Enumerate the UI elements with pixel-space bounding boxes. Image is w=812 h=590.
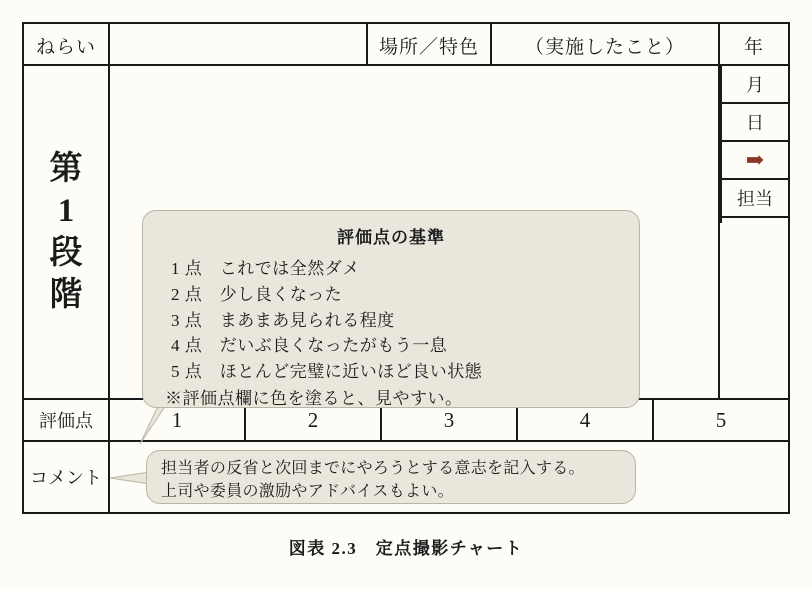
- header-cell-blank: [110, 24, 368, 66]
- figure-caption: 図表 2.3 定点撮影チャート: [288, 539, 524, 558]
- header-label-done: （実施したこと）: [524, 36, 685, 58]
- header-cell-aim: [24, 24, 110, 66]
- header-row: [24, 24, 788, 66]
- comment-label-text: コメント: [30, 468, 102, 488]
- criteria-item-1: 1 点 これでは全然ダメ: [171, 259, 360, 278]
- header-label-year: 年: [743, 36, 764, 58]
- right-label-arrow: ➡: [745, 147, 765, 172]
- score-value-2: 2: [307, 407, 319, 432]
- header-cell-place: [368, 24, 492, 66]
- criteria-item-3: 3 点 まあまあ見られる程度: [171, 310, 395, 330]
- arrow-right-icon: [722, 142, 788, 180]
- header-label-aim: ねらい: [35, 36, 96, 58]
- score-value-5: 5: [715, 407, 727, 432]
- comment-line-2: 上司や委員の激励やアドバイスもよい。: [161, 483, 454, 501]
- criteria-item-4: 4 点 だいぶ良くなったがもう一息: [171, 336, 448, 356]
- right-cell-day: [722, 104, 788, 142]
- criteria-item-2: 2 点 少し良くなった: [171, 284, 343, 304]
- right-cell-month: [722, 66, 788, 104]
- right-label-day: 日: [746, 113, 764, 133]
- score-label-text: 評価点: [39, 411, 93, 431]
- criteria-callout: [142, 210, 640, 408]
- criteria-note: ※評価点欄に色を塗ると、見やすい。: [165, 389, 463, 409]
- stage-column: [24, 66, 110, 398]
- header-label-place: 場所／特色: [378, 36, 479, 58]
- header-cell-year: [720, 24, 788, 66]
- stage-line-3: 段: [49, 235, 83, 271]
- score-value-4: 4: [579, 407, 591, 432]
- right-column-stack: [720, 66, 788, 223]
- stage-line-2: 1: [57, 192, 75, 229]
- criteria-item-5: 5 点 ほとんど完璧に近いほど良い状態: [171, 362, 483, 382]
- right-cell-person-in-charge: [722, 180, 788, 218]
- score-value-1: 1: [171, 407, 183, 432]
- stage-line-4: 階: [49, 277, 83, 314]
- criteria-list: [143, 256, 639, 385]
- score-cell-5[interactable]: [654, 400, 788, 440]
- chart-frame: [22, 22, 790, 514]
- right-label-person-in-charge: 担当: [737, 189, 773, 209]
- comment-row-label: [24, 442, 110, 512]
- comment-row: [24, 442, 788, 514]
- score-row-label: [24, 400, 110, 440]
- stage-line-1: 第: [49, 150, 83, 187]
- comment-callout-tail: [110, 472, 150, 484]
- header-cell-done: [492, 24, 720, 66]
- right-label-month: 月: [746, 75, 764, 95]
- score-value-3: 3: [443, 407, 455, 432]
- criteria-title: 評価点の基準: [337, 228, 445, 247]
- comment-line-1: 担当者の反省と次回までにやろうとする意志を記入する。: [161, 460, 585, 477]
- comment-callout: [146, 450, 636, 504]
